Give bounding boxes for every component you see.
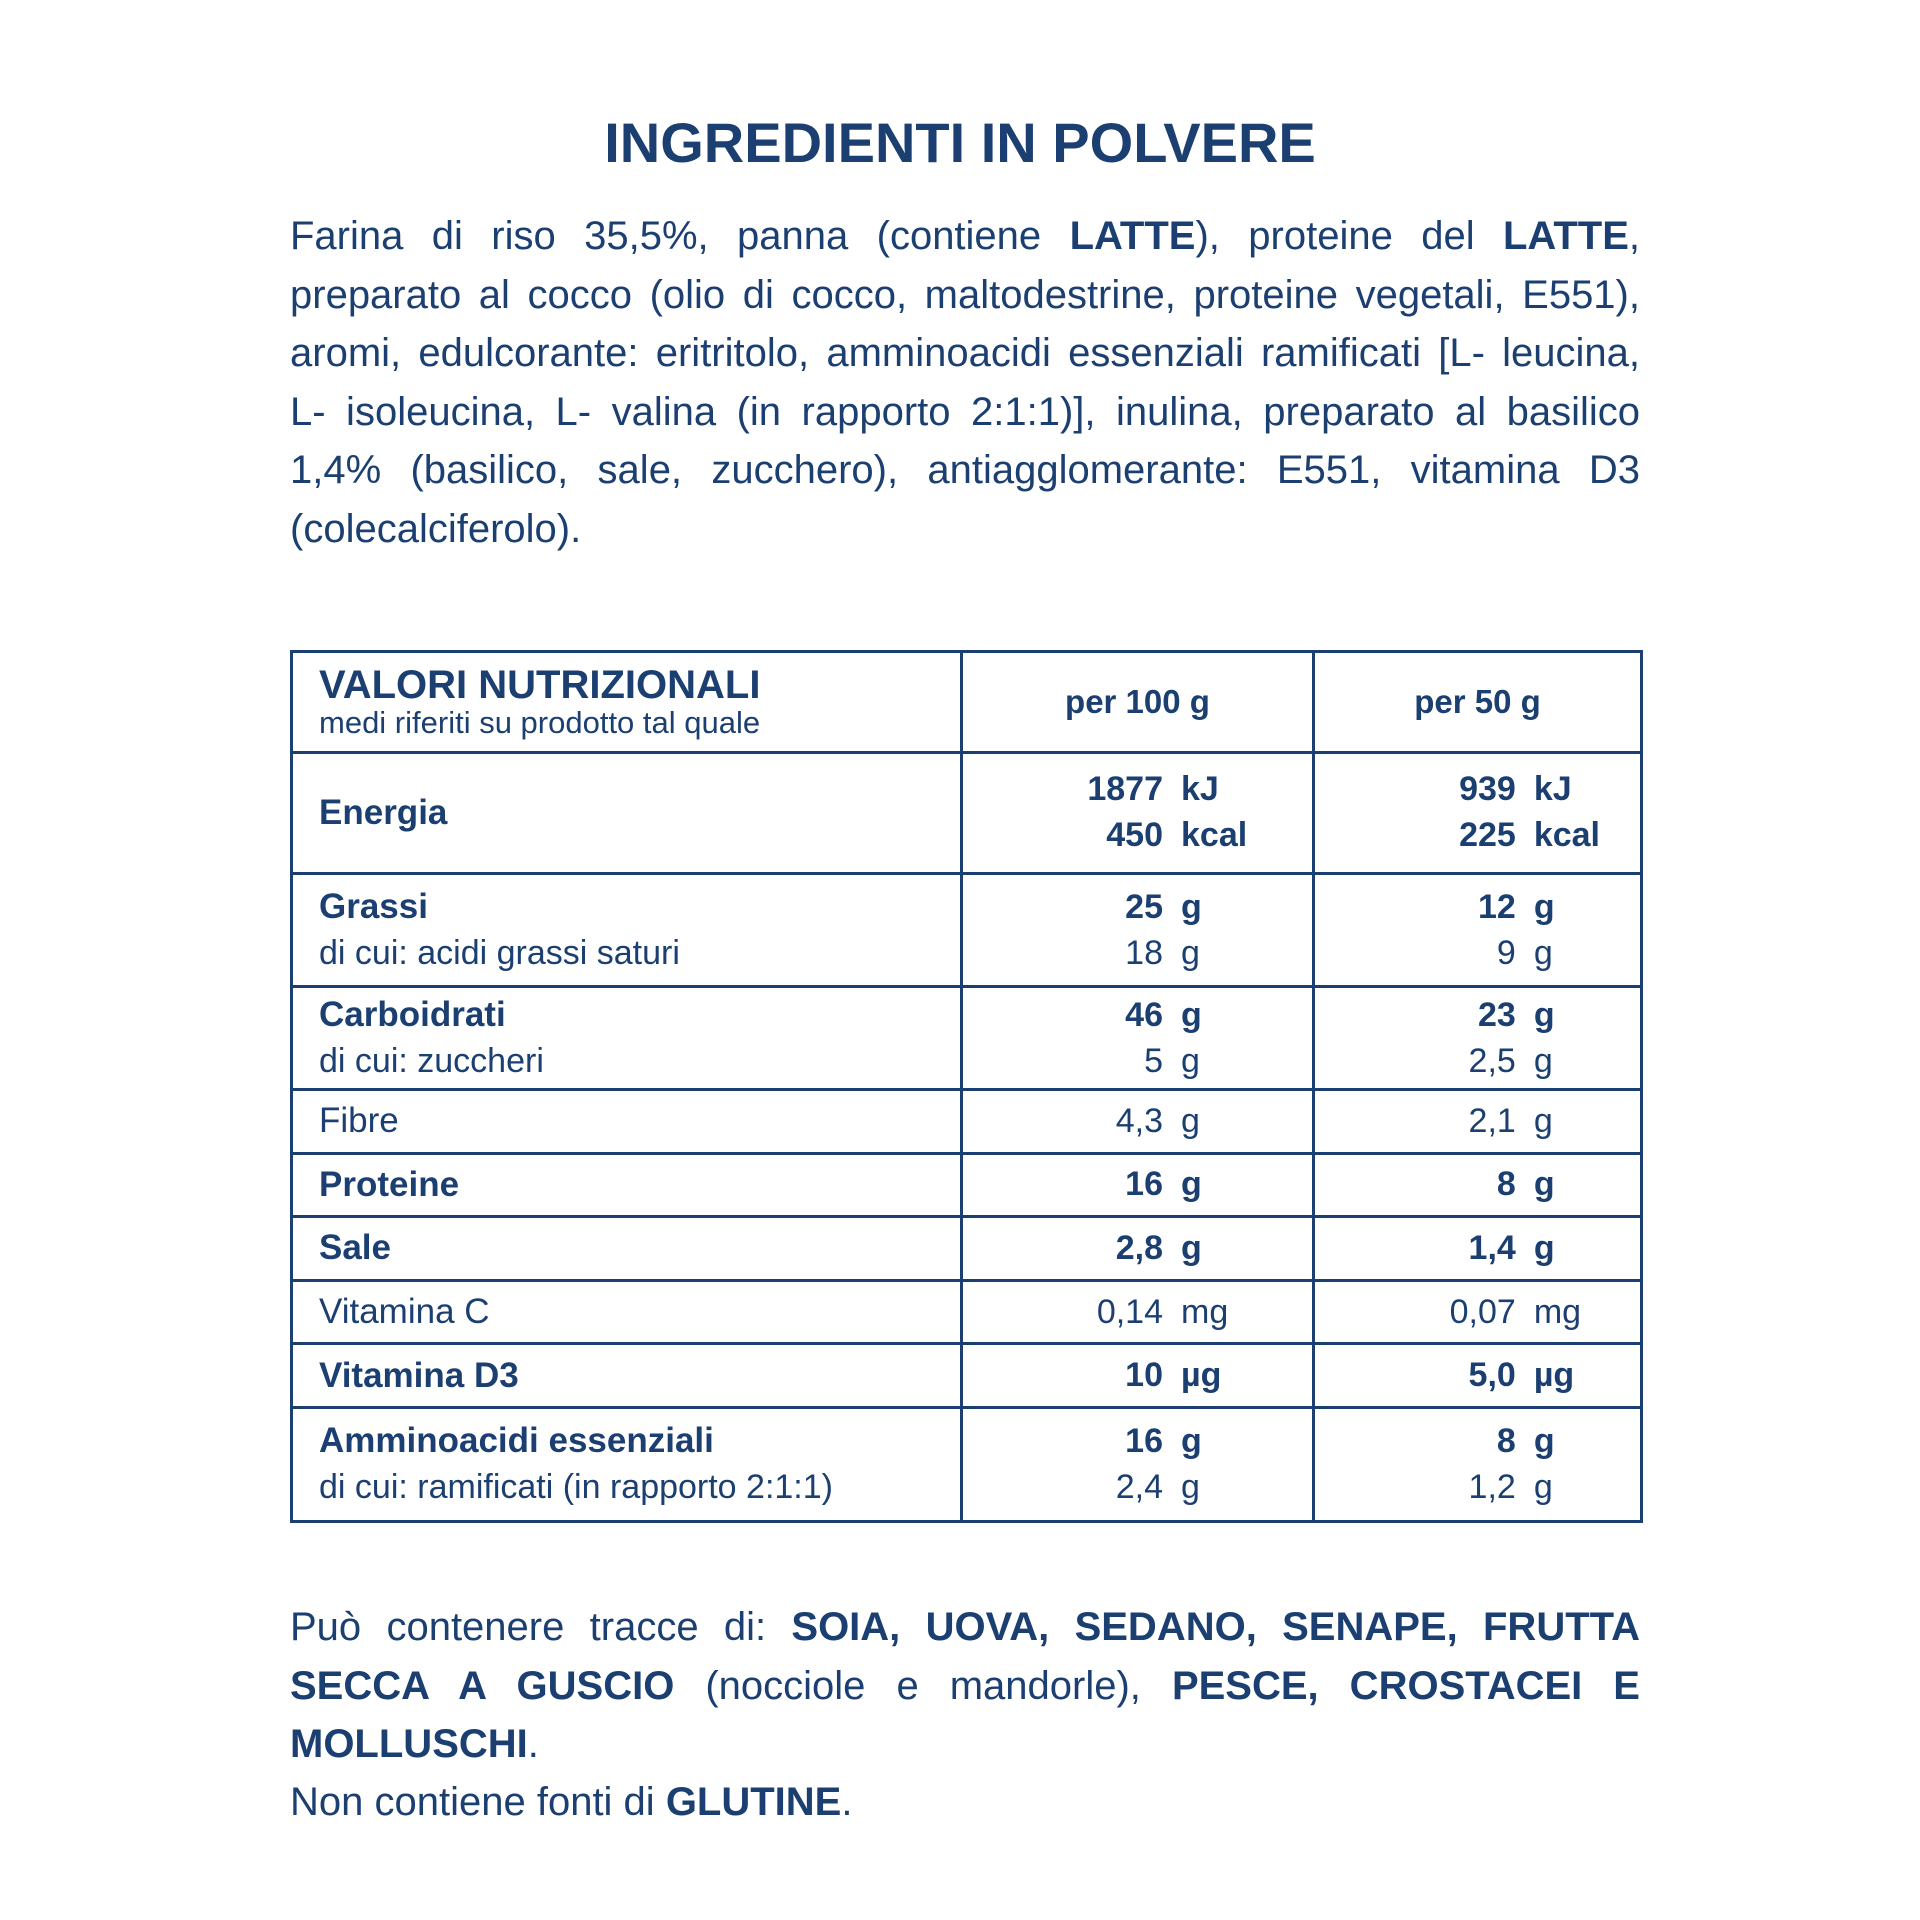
unit-label: g xyxy=(1181,1041,1200,1080)
unit-label: g xyxy=(1181,995,1202,1034)
value-per-50g: 2,5 xyxy=(1468,1041,1516,1080)
gluten-free-text xyxy=(290,1773,1640,1832)
value-per-50g-cell xyxy=(1314,1153,1642,1217)
unit-label: mg xyxy=(1533,1292,1582,1331)
unit-label: g xyxy=(1533,1228,1555,1267)
unit-label: g xyxy=(1181,1467,1200,1506)
value-per-100g: 2,4 xyxy=(1115,1467,1163,1506)
value-per-50g: 225 xyxy=(1459,816,1516,855)
text-segment: ), proteine del xyxy=(1195,214,1503,258)
value-per-50g: 939 xyxy=(1459,770,1516,809)
value-line xyxy=(1315,884,1640,930)
nutrient-label-cell xyxy=(292,1217,962,1281)
emphasis-text: GLUTINE xyxy=(665,1780,842,1824)
value-line xyxy=(963,884,1312,930)
value-per-100g: 0,14 xyxy=(1096,1292,1163,1331)
unit-label: g xyxy=(1181,933,1200,972)
value-line xyxy=(1315,1289,1640,1335)
unit-label: g xyxy=(1181,1165,1202,1204)
nutrient-name: Vitamina D3 xyxy=(319,1355,519,1395)
value-line xyxy=(1315,1418,1640,1464)
unit-label: kcal xyxy=(1533,816,1600,855)
unit-label: kcal xyxy=(1181,816,1248,855)
nutrient-label-cell xyxy=(292,1344,962,1408)
value-per-100g: 25 xyxy=(1125,887,1163,926)
nutrient-name: Sale xyxy=(319,1228,391,1268)
unit-label: kJ xyxy=(1181,770,1219,809)
value-per-100g-cell xyxy=(962,1407,1314,1521)
value-per-50g-cell xyxy=(1314,1407,1642,1521)
value-per-100g: 2,8 xyxy=(1115,1228,1163,1267)
value-per-100g: 5 xyxy=(1144,1041,1163,1080)
value-per-100g: 46 xyxy=(1125,995,1163,1034)
value-per-100g-cell xyxy=(962,874,1314,987)
unit-label: g xyxy=(1533,1421,1555,1460)
value-line xyxy=(963,1289,1312,1335)
value-per-100g: 18 xyxy=(1125,933,1163,972)
text-segment: . xyxy=(841,1780,853,1824)
value-line xyxy=(1315,1038,1640,1084)
value-per-100g: 16 xyxy=(1125,1421,1163,1460)
nutrient-label-cell xyxy=(292,1280,962,1344)
value-line xyxy=(963,930,1312,976)
nutrient-row xyxy=(292,987,1642,1090)
value-per-100g: 1877 xyxy=(1087,770,1163,809)
unit-label: µg xyxy=(1181,1356,1222,1395)
value-per-50g-cell xyxy=(1314,1090,1642,1154)
value-line xyxy=(963,813,1312,859)
text-segment: (nocciole e mandorle), xyxy=(674,1663,1172,1708)
table-header-row xyxy=(292,652,1642,753)
nutrient-label-cell xyxy=(292,874,962,987)
value-per-100g-cell xyxy=(962,1344,1314,1408)
nutrient-name: Carboidrati xyxy=(319,995,506,1035)
nutrient-row xyxy=(292,1407,1642,1521)
value-per-100g: 16 xyxy=(1125,1165,1163,1204)
nutrient-subname: di cui: ramificati (in rapporto 2:1:1) xyxy=(319,1468,833,1507)
emphasis-text: LATTE xyxy=(1502,214,1629,258)
unit-label: g xyxy=(1181,1421,1202,1460)
text-segment: Farina di riso 35,5%, panna (contiene xyxy=(290,214,1070,258)
value-per-100g: 10 xyxy=(1125,1356,1163,1395)
table-title: VALORI NUTRIZIONALI xyxy=(319,662,761,707)
column-header-per-100g: per 100 g xyxy=(962,652,1314,753)
text-segment: . xyxy=(527,1722,539,1766)
nutrient-label-cell xyxy=(292,987,962,1090)
emphasis-text: LATTE xyxy=(1069,214,1196,258)
value-per-50g: 9 xyxy=(1496,933,1516,972)
value-per-50g: 12 xyxy=(1477,887,1516,926)
unit-label: g xyxy=(1533,933,1553,972)
value-per-50g-cell xyxy=(1314,874,1642,987)
text-segment: Può contenere tracce di: xyxy=(290,1605,792,1649)
value-per-100g: 450 xyxy=(1106,816,1163,855)
allergen-traces-text xyxy=(290,1598,1640,1774)
nutrient-row xyxy=(292,1217,1642,1281)
value-per-50g: 23 xyxy=(1477,995,1516,1034)
value-per-50g: 1,4 xyxy=(1468,1228,1516,1267)
nutrient-row xyxy=(292,1153,1642,1217)
value-per-50g-cell xyxy=(1314,1280,1642,1344)
value-per-50g: 2,1 xyxy=(1468,1101,1516,1140)
nutrient-row xyxy=(292,874,1642,987)
text-segment: Non contiene fonti di xyxy=(290,1780,666,1824)
value-per-100g-cell xyxy=(962,1280,1314,1344)
value-line xyxy=(963,1098,1312,1144)
value-per-50g: 0,07 xyxy=(1449,1292,1516,1331)
unit-label: g xyxy=(1533,1467,1553,1506)
nutrient-row xyxy=(292,752,1642,873)
table-subtitle: medi riferiti su prodotto tal quale xyxy=(319,704,761,740)
value-line xyxy=(963,767,1312,813)
value-line xyxy=(1315,1353,1640,1399)
nutrient-label-cell xyxy=(292,1153,962,1217)
unit-label: g xyxy=(1533,1041,1553,1080)
unit-label: g xyxy=(1533,995,1555,1034)
nutrient-label-cell xyxy=(292,1407,962,1521)
nutrient-row xyxy=(292,1090,1642,1154)
unit-label: g xyxy=(1533,1101,1553,1140)
value-line xyxy=(1315,1162,1640,1208)
value-line xyxy=(963,1418,1312,1464)
nutrient-row xyxy=(292,1280,1642,1344)
column-header-per-50g: per 50 g xyxy=(1314,652,1642,753)
nutrient-label-cell xyxy=(292,752,962,873)
page-title: INGREDIENTI IN POLVERE xyxy=(604,111,1316,174)
unit-label: g xyxy=(1533,1165,1555,1204)
emphasis-text: SOIA, UOVA, SEDANO, SENAPE, FRUTTA SECCA A GUSCIO xyxy=(290,1605,1640,1708)
value-per-50g: 8 xyxy=(1496,1421,1516,1460)
nutrient-name: Fibre xyxy=(319,1101,399,1141)
value-per-50g-cell xyxy=(1314,987,1642,1090)
text-segment: , preparato al cocco (olio di cocco, maltodestrine, proteine vegetali, E551), aromi, edulcorante: eritritolo, amminoacidi essenziali ramificati [L- leucina, L- isoleucina, L- valina (in rapporto 2:1:1)], inulina, preparato al basilico 1,4% (basilico, sale, zucchero), antiagglomerante: E551, vitamina D3 (colecalciferolo). xyxy=(290,214,1640,551)
value-line xyxy=(1315,767,1640,813)
unit-label: mg xyxy=(1181,1292,1229,1331)
nutrient-name: Proteine xyxy=(319,1164,460,1204)
nutrient-name: Energia xyxy=(319,792,448,832)
nutrient-name: Vitamina C xyxy=(319,1292,490,1332)
value-line xyxy=(1315,813,1640,859)
unit-label: g xyxy=(1533,887,1555,926)
ingredients-text xyxy=(290,207,1640,558)
value-line xyxy=(1315,930,1640,976)
unit-label: g xyxy=(1181,1228,1202,1267)
value-line xyxy=(963,1038,1312,1084)
value-per-100g-cell xyxy=(962,1217,1314,1281)
value-per-50g-cell xyxy=(1314,752,1642,873)
nutrient-name: Amminoacidi essenziali xyxy=(319,1421,714,1461)
nutrient-name: Grassi xyxy=(319,887,428,927)
nutrient-subname: di cui: zuccheri xyxy=(319,1042,544,1081)
value-line xyxy=(1315,992,1640,1038)
nutrient-subname: di cui: acidi grassi saturi xyxy=(319,934,680,973)
unit-label: µg xyxy=(1533,1356,1575,1395)
table-header-label-cell xyxy=(292,652,962,753)
value-line xyxy=(1315,1464,1640,1510)
value-per-100g-cell xyxy=(962,1090,1314,1154)
value-line xyxy=(1315,1225,1640,1271)
value-line xyxy=(963,992,1312,1038)
value-per-50g-cell xyxy=(1314,1217,1642,1281)
value-line xyxy=(1315,1098,1640,1144)
value-per-50g-cell xyxy=(1314,1344,1642,1408)
value-per-100g-cell xyxy=(962,987,1314,1090)
value-per-100g: 4,3 xyxy=(1115,1101,1163,1140)
nutrient-label-cell xyxy=(292,1090,962,1154)
unit-label: g xyxy=(1181,1101,1200,1140)
emphasis-text: PESCE, CROSTACEI E MOLLUSCHI xyxy=(290,1663,1640,1766)
nutrient-row xyxy=(292,1344,1642,1408)
value-per-50g: 1,2 xyxy=(1468,1467,1516,1506)
value-per-100g-cell xyxy=(962,752,1314,873)
value-per-50g: 5,0 xyxy=(1468,1356,1516,1395)
unit-label: kJ xyxy=(1533,770,1572,809)
unit-label: g xyxy=(1181,887,1202,926)
value-line xyxy=(963,1353,1312,1399)
value-line xyxy=(963,1162,1312,1208)
value-per-50g: 8 xyxy=(1496,1165,1516,1204)
value-per-100g-cell xyxy=(962,1153,1314,1217)
value-line xyxy=(963,1225,1312,1271)
nutrition-table xyxy=(290,650,1643,1523)
value-line xyxy=(963,1464,1312,1510)
